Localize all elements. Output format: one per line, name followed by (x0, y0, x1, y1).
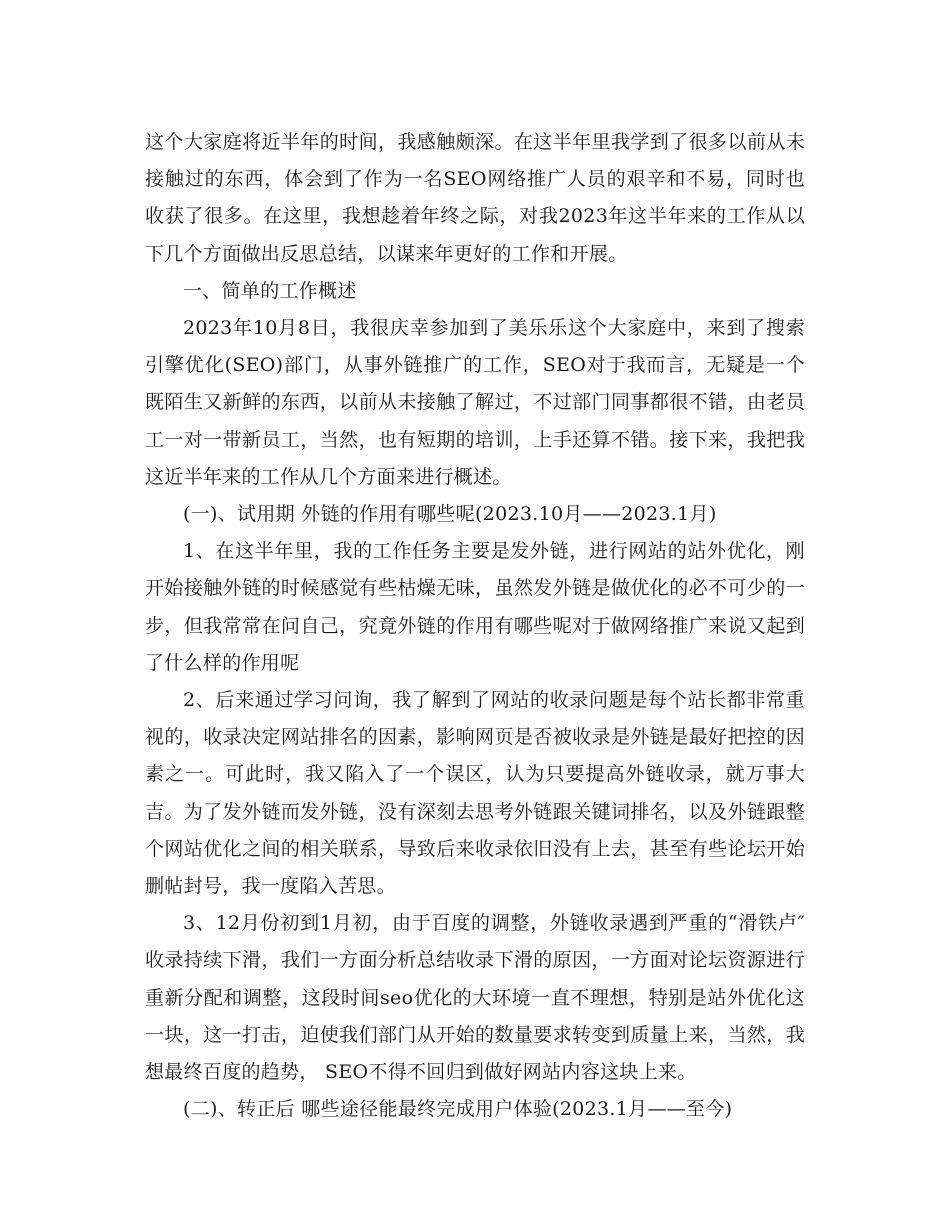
point-2-paragraph: 2、后来通过学习问询，我了解到了网站的收录问题是每个站长都非常重视的，收录决定网站排名的因素，影响网页是否被收录是外链是最好把控的因素之一。可此时，我又陷入了一个误区，认为只要提高外链收录，就万事大吉。为了发外链而发外链，没有深刻去思考外链跟关键词排名，以及外链跟整个网站优化之间的相关联系，导致后来收录依旧没有上去，甚至有些论坛开始删帖封号，我一度陷入苦思。 (145, 689, 805, 898)
intro-paragraph: 这个大家庭将近半年的时间，我感触颇深。在这半年里我学到了很多以前从未接触过的东西，体会到了作为一名SEO网络推广人员的艰辛和不易，同时也收获了很多。在这里，我想趁着年终之际，对我2023年这半年来的工作从以下几个方面做出反思总结，以谋来年更好的工作和开展。 (145, 131, 805, 265)
overview-paragraph: 2023年10月8日，我很庆幸参加到了美乐乐这个大家庭中，来到了搜索引擎优化(SEO)部门，从事外链推广的工作，SEO对于我而言，无疑是一个既陌生又新鲜的东西，以前从未接触了解过，不过部门同事都很不错，由老员工一对一带新员工，当然，也有短期的培训，上手还算不错。接下来，我把我这近半年来的工作从几个方面来进行概述。 (145, 317, 805, 488)
document-body (145, 124, 805, 1128)
subsection-heading-regular: (二)、转正后 哪些途径能最终完成用户体验(2023.1月——至今) (183, 1098, 733, 1121)
subsection-heading-probation: (一)、试用期 外链的作用有哪些呢(2023.10月——2023.1月) (183, 503, 717, 526)
point-3-paragraph: 3、12月份初到1月初，由于百度的调整，外链收录遇到严重的“滑铁卢″ 收录持续下滑，我们一方面分析总结收录下滑的原因，一方面对论坛资源进行重新分配和调整，这段时间seo优化的大环境一直不理想，特别是站外优化这一块，这一打击，迫使我们部门从开始的数量要求转变到质量上来，当然，我想最终百度的趋势， SEO不得不回归到做好网站内容这块上来。 (145, 912, 805, 1084)
section-heading: 一、简单的工作概述 (183, 279, 357, 302)
point-1-paragraph: 1、在这半年里，我的工作任务主要是发外链，进行网站的站外优化，刚开始接触外链的时候感觉有些枯燥无味，虽然发外链是做优化的必不可少的一步，但我常常在问自己，究竟外链的作用有哪些呢对于做网络推广来说又起到了什么样的作用呢 (145, 540, 805, 674)
